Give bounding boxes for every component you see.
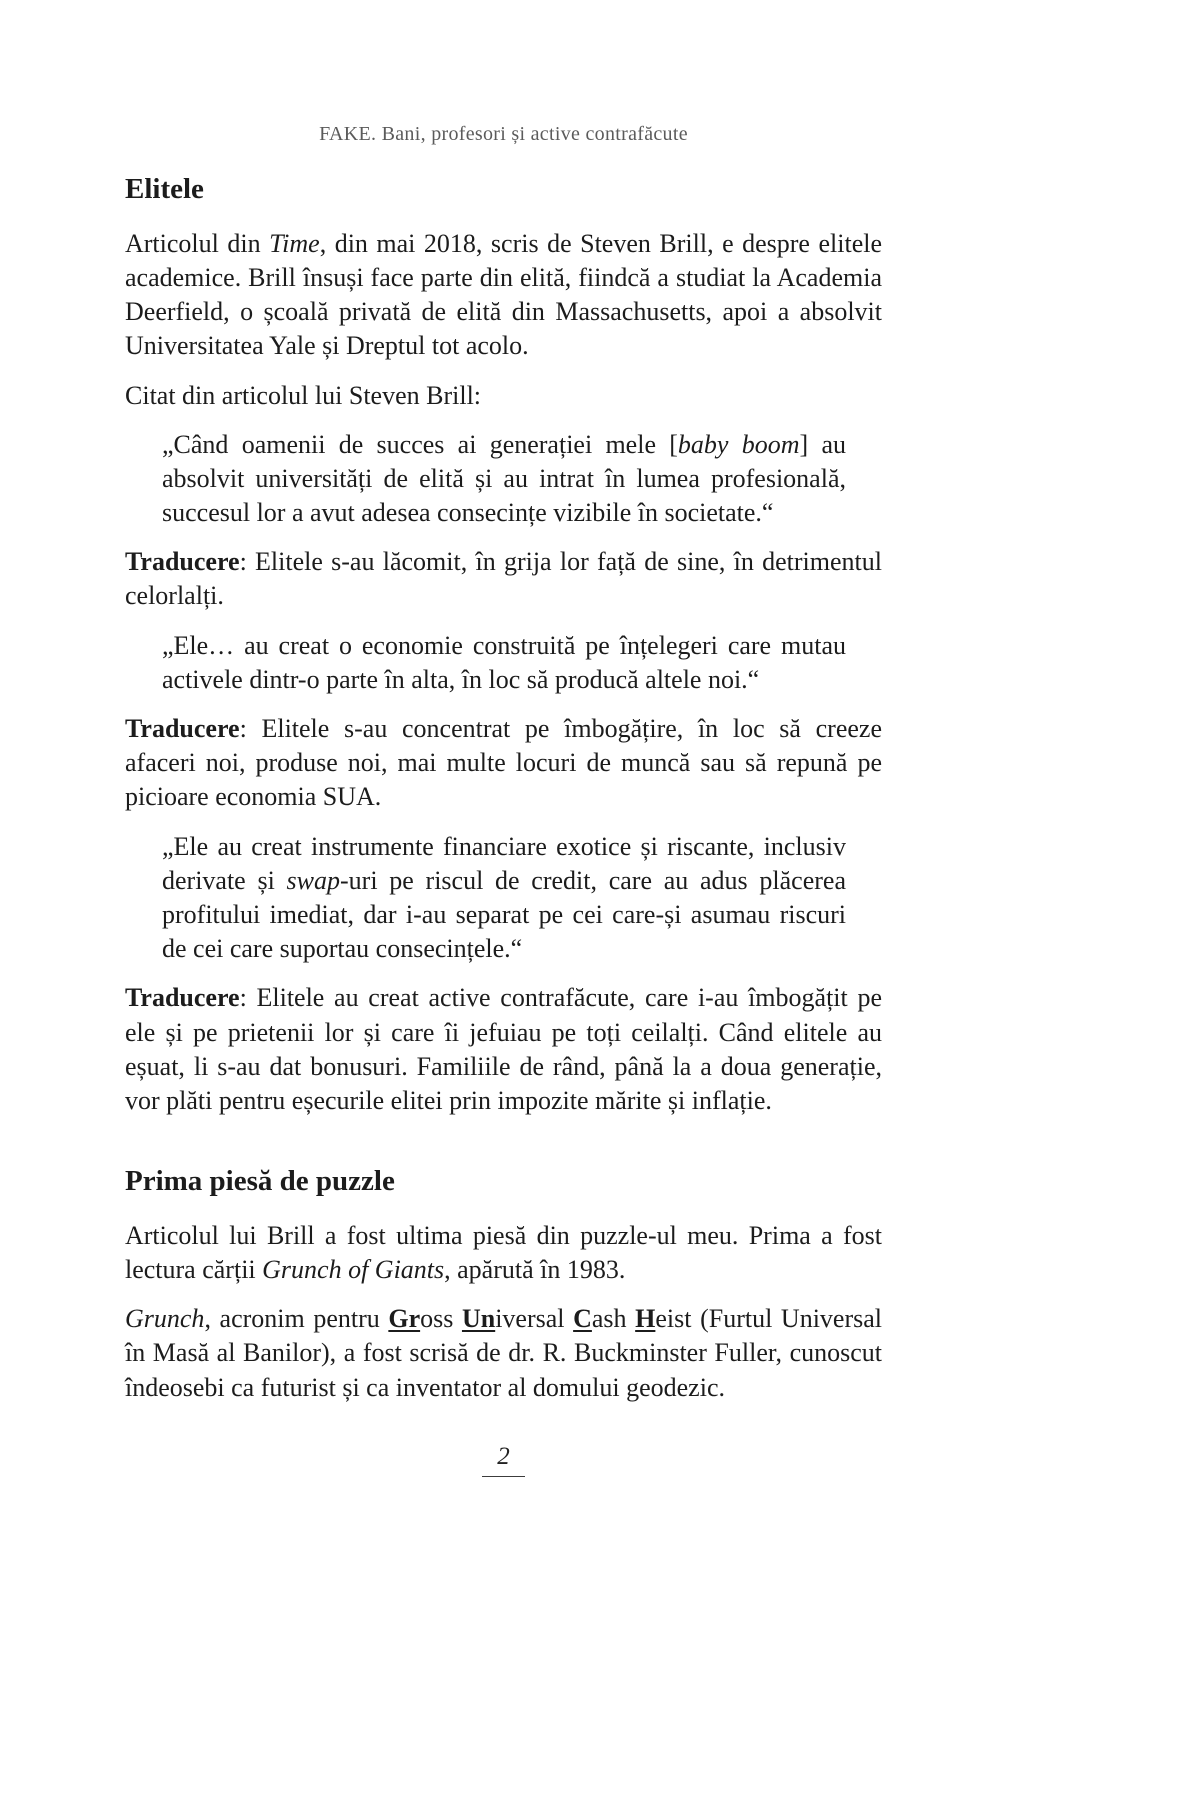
text-column bbox=[125, 122, 882, 1477]
page-footer bbox=[125, 1443, 882, 1477]
paragraph: Traducere: Elitele s-au lăcomit, în grija lor față de sine, în detrimentul celorlalți. bbox=[125, 547, 882, 611]
section-heading: Prima piesă de puzzle bbox=[125, 1165, 395, 1198]
page-body bbox=[125, 172, 882, 1405]
paragraph: Articolul lui Brill a fost ultima piesă din puzzle-ul meu. Prima a fost lectura cărții Grunch of Giants, apărută în 1983. bbox=[125, 1220, 882, 1285]
paragraph: Traducere: Elitele s-au concentrat pe îmbogățire, în loc să creeze afaceri noi, produse noi, mai multe locuri de muncă sau să repună pe picioare economia SUA. bbox=[125, 714, 882, 812]
paragraph: Articolul din Time, din mai 2018, scris de Steven Brill, e despre elitele academice. Brill însuși face parte din elită, fiindcă a studiat la Academia Deerfield, o școală privată de elită din Massachusetts, apoi a absolvit Universitatea Yale și Dreptul tot acolo. bbox=[125, 228, 882, 361]
block-quote: „Ele… au creat o economie construită pe înțelegeri care mutau activele dintr-o parte în alta, în loc să producă altele noi.“ bbox=[162, 630, 846, 694]
paragraph: Citat din articolul lui Steven Brill: bbox=[125, 380, 482, 410]
page-number: 2 bbox=[482, 1443, 525, 1477]
block-quote: „Când oamenii de succes ai generației mele [baby boom] au absolvit universități de elită și au intrat în lumea profesională, succesul lor a avut adesea consecințe vizibile în societate.“ bbox=[162, 429, 846, 528]
section-heading: Elitele bbox=[125, 173, 204, 205]
running-head: FAKE. Bani, profesori și active contrafăcute bbox=[319, 123, 688, 145]
paragraph: Grunch, acronim pentru Gross Universal Cash Heist (Furtul Universal în Masă al Banilor), a fost scrisă de dr. R. Buckminster Fuller, cunoscut îndeosebi ca futurist și ca inventator al domului geodezic. bbox=[125, 1304, 882, 1402]
block-quote: „Ele au creat instrumente financiare exotice și riscante, inclusiv derivate și swap-uri pe riscul de credit, care au adus plăcerea profitului imediat, dar i-au separat pe cei care-și asumau riscuri de cei care suportau consecințele.“ bbox=[162, 831, 846, 964]
paragraph: Traducere: Elitele au creat active contrafăcute, care i-au îmbogățit pe ele și pe prietenii lor și care îi jefuiau pe toți ceilalți. Când elitele au eșuat, li s-au dat bonusuri. Familiile de rând, până la a doua generație, vor plăti pentru eșecurile elitei prin impozite mărite și inflație. bbox=[125, 983, 882, 1115]
